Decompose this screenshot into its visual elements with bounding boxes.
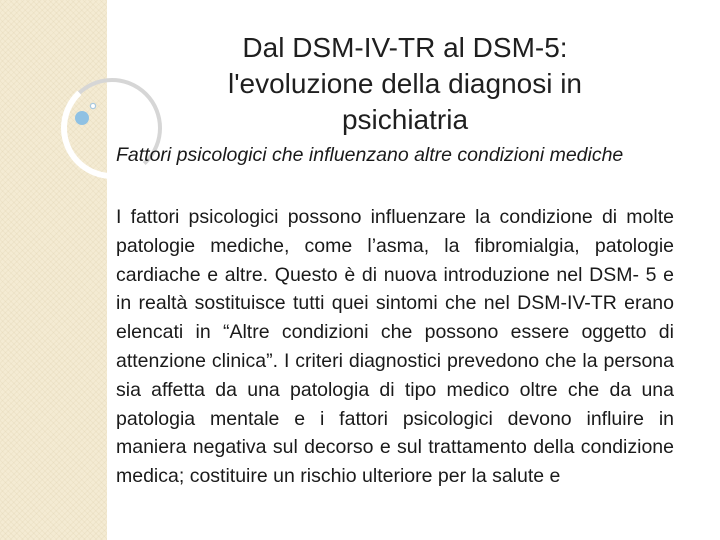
body-paragraph: I fattori psicologici possono influenzare la condizione di molte patologie mediche, come l’asma, la fibromialgia, patologie cardiache e altre. Questo è di nuova introduzione nel DSM- 5 e in realtà sostituisce tutti quei sintomi che nel DSM-IV-TR erano elencati in “Altre condizioni che possono essere oggetto di attenzione clinica”. I criteri diagnostici prevedono che la persona sia affetta da una patologia di tipo medico oltre che da una patologia mentale e i fattori psicologici devono influire in maniera negativa sul decorso e sul trattamento della condizione medica; costituire un rischio ulteriore per la salute e	[116, 206, 674, 488]
slide-title	[150, 30, 660, 138]
small-circle-icon	[90, 103, 95, 108]
title-line-2: l'evoluzione della diagnosi in	[227, 68, 583, 99]
section-subtitle: Fattori psicologici che influenzano altre condizioni mediche	[116, 144, 624, 166]
title-line-3: psichiatria	[341, 104, 469, 135]
blue-dot-icon	[75, 111, 89, 125]
title-line-1: Dal DSM-IV-TR al DSM-5:	[242, 32, 568, 63]
